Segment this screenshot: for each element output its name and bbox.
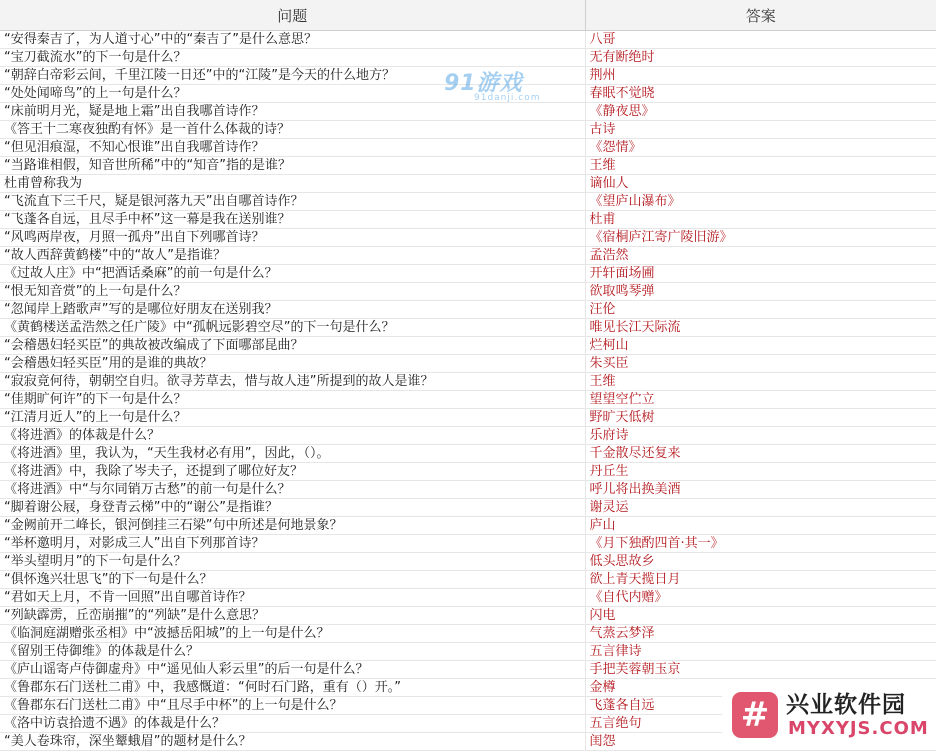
question-cell[interactable]: 《鲁郡东石门送杜二甫》中“且尽手中杯”的上一句是什么？ [0,697,585,715]
table-row [0,67,936,85]
answer-cell[interactable]: 孟浩然 [585,247,936,265]
question-cell[interactable]: “举头望明月”的下一句是什么？ [0,553,585,571]
answer-column-header[interactable]: 答案 [585,0,936,31]
header-row [0,0,936,31]
answer-cell[interactable]: 五言律诗 [585,643,936,661]
question-cell[interactable]: “佳期旷何许”的下一句是什么？ [0,391,585,409]
question-cell[interactable]: “安得秦吉了，为人道寸心”中的“秦吉了”是什么意思？ [0,31,585,49]
table-row [0,103,936,121]
table-row [0,31,936,49]
question-cell[interactable]: “风鸣两岸夜，月照一孤舟”出自下列哪首诗？ [0,229,585,247]
answer-cell[interactable]: 野旷天低树 [585,409,936,427]
table-body [0,31,936,751]
question-column-header[interactable]: 问题 [0,0,585,31]
question-cell[interactable]: “会稽愚妇轻买臣”的典故被改编成了下面哪部昆曲？ [0,337,585,355]
answer-cell[interactable]: 千金散尽还复来 [585,445,936,463]
answer-cell[interactable]: 《静夜思》 [585,103,936,121]
table-row [0,49,936,67]
answer-cell[interactable]: 无有断绝时 [585,49,936,67]
question-cell[interactable]: 《将进酒》里，我认为，“天生我材必有用”，因此，（）。 [0,445,585,463]
table-row [0,625,936,643]
brand-logo-icon: # [732,692,778,738]
question-cell[interactable]: “举杯邀明月，对影成三人”出自下列那首诗？ [0,535,585,553]
table-row [0,265,936,283]
table-row [0,139,936,157]
question-cell[interactable]: 《过故人庄》中“把酒话桑麻”的前一句是什么？ [0,265,585,283]
table-row [0,319,936,337]
answer-cell[interactable]: 烂柯山 [585,337,936,355]
table-row [0,589,936,607]
table-row [0,481,936,499]
answer-cell[interactable]: 《望庐山瀑布》 [585,193,936,211]
question-cell[interactable]: “飞蓬各自远，且尽手中杯”这一幕是我在送别谁？ [0,211,585,229]
table-row [0,661,936,679]
table-row [0,553,936,571]
table-row [0,499,936,517]
answer-cell[interactable]: 五言绝句 [585,715,936,733]
answer-cell[interactable]: 春眠不觉晓 [585,85,936,103]
table-row [0,355,936,373]
question-cell[interactable]: “但见泪痕湿，不知心恨谁”出自我哪首诗作？ [0,139,585,157]
question-cell[interactable]: 《答王十二寒夜独酌有怀》是一首什么体裁的诗？ [0,121,585,139]
answer-cell[interactable]: 八哥 [585,31,936,49]
brand-name: 兴业软件园 [786,692,906,718]
question-cell[interactable]: “当路谁相假，知音世所稀”中的“知音”指的是谁？ [0,157,585,175]
question-cell[interactable]: 《庐山谣寄卢侍御虚舟》中“遥见仙人彩云里”的后一句是什么？ [0,661,585,679]
answer-cell[interactable]: 《自代内赠》 [585,589,936,607]
answer-cell[interactable]: 低头思故乡 [585,553,936,571]
question-cell[interactable]: 杜甫曾称我为 [0,175,585,193]
table-row [0,409,936,427]
table-row [0,175,936,193]
answer-cell[interactable]: 古诗 [585,121,936,139]
answer-cell[interactable]: 《宿桐庐江寄广陵旧游》 [585,229,936,247]
table-row [0,535,936,553]
answer-cell[interactable]: 丹丘生 [585,463,936,481]
question-cell[interactable]: “宝刀截流水”的下一句是什么？ [0,49,585,67]
question-cell[interactable]: 《黄鹤楼送孟浩然之任广陵》中“孤帆远影碧空尽”的下一句是什么？ [0,319,585,337]
question-cell[interactable]: “朝辞白帝彩云间，千里江陵一日还”中的“江陵”是今天的什么地方？ [0,67,585,85]
brand-watermark [722,680,936,750]
question-cell[interactable]: “江清月近人”的上一句是什么？ [0,409,585,427]
answer-cell[interactable]: 欲上青天揽日月 [585,571,936,589]
answer-cell[interactable]: 气蒸云梦泽 [585,625,936,643]
table-row [0,463,936,481]
question-cell[interactable]: 《鲁郡东石门送杜二甫》中，我感慨道：“何时石门路，重有（）开。” [0,679,585,697]
table-row [0,157,936,175]
table-row [0,193,936,211]
answer-cell[interactable]: 朱买臣 [585,355,936,373]
question-cell[interactable]: “列缺霹雳，丘峦崩摧”的“列缺”是什么意思？ [0,607,585,625]
table-row [0,229,936,247]
table-row [0,643,936,661]
question-cell[interactable]: “俱怀逸兴壮思飞”的下一句是什么？ [0,571,585,589]
question-cell[interactable]: “飞流直下三千尺，疑是银河落九天”出自哪首诗作？ [0,193,585,211]
question-cell[interactable]: “忽闻岸上踏歌声”写的是哪位好朋友在送别我？ [0,301,585,319]
question-cell[interactable]: 《将进酒》中，我除了岑夫子，还提到了哪位好友？ [0,463,585,481]
answer-cell[interactable]: 闪电 [585,607,936,625]
table-row [0,445,936,463]
table-row [0,391,936,409]
question-cell[interactable]: “金阙前开二峰长，银河倒挂三石梁”句中所述是何地景象？ [0,517,585,535]
answer-cell[interactable]: 手把芙蓉朝玉京 [585,661,936,679]
answer-cell[interactable]: 闺怨 [585,733,936,751]
answer-cell[interactable]: 《怨情》 [585,139,936,157]
table-row [0,211,936,229]
table-row [0,373,936,391]
answer-cell[interactable]: 汪伦 [585,301,936,319]
answer-cell[interactable]: 王维 [585,157,936,175]
table-row [0,337,936,355]
table-row [0,517,936,535]
answer-cell[interactable]: 庐山 [585,517,936,535]
question-cell[interactable]: “恨无知音赏”的上一句是什么？ [0,283,585,301]
question-cell[interactable]: 《将进酒》的体裁是什么？ [0,427,585,445]
question-cell[interactable]: 《临洞庭湖赠张丞相》中“波撼岳阳城”的上一句是什么？ [0,625,585,643]
question-cell[interactable]: “寂寂竟何待，朝朝空自归。欲寻芳草去，惜与故人违”所提到的故人是谁？ [0,373,585,391]
question-cell[interactable]: 《洛中访袁拾遗不遇》的体裁是什么？ [0,715,585,733]
table-row [0,571,936,589]
answer-cell[interactable]: 杜甫 [585,211,936,229]
question-cell[interactable]: 《将进酒》中“与尔同销万古愁”的前一句是什么？ [0,481,585,499]
answer-cell[interactable]: 唯见长江天际流 [585,319,936,337]
table-row [0,607,936,625]
answer-cell[interactable]: 王维 [585,373,936,391]
table-row [0,85,936,103]
answer-cell[interactable]: 开轩面场圃 [585,265,936,283]
answer-cell[interactable]: 谪仙人 [585,175,936,193]
question-cell[interactable]: 《留别王侍御维》的体裁是什么？ [0,643,585,661]
answer-cell[interactable]: 欲取鸣琴弹 [585,283,936,301]
question-cell[interactable]: “君如天上月，不肯一回照”出自哪首诗作？ [0,589,585,607]
question-cell[interactable]: “脚着谢公屐，身登青云梯”中的“谢公”是指谁？ [0,499,585,517]
answer-cell[interactable]: 谢灵运 [585,499,936,517]
question-cell[interactable]: “处处闻啼鸟”的上一句是什么？ [0,85,585,103]
answer-cell[interactable]: 飞蓬各自远 [585,697,936,715]
table-row [0,301,936,319]
answer-cell[interactable]: 乐府诗 [585,427,936,445]
table-row [0,247,936,265]
table-row [0,121,936,139]
91-watermark-logo: 91游戏 91danji.com [444,71,541,103]
answer-cell[interactable]: 望望空伫立 [585,391,936,409]
question-cell[interactable]: “会稽愚妇轻买臣”用的是谁的典故？ [0,355,585,373]
answer-cell[interactable]: 《月下独酌四首·其一》 [585,535,936,553]
answer-cell[interactable]: 荆州 [585,67,936,85]
question-cell[interactable]: “床前明月光，疑是地上霜”出自我哪首诗作？ [0,103,585,121]
brand-url: MYXYJS.COM [788,718,929,739]
answer-cell[interactable]: 呼儿将出换美酒 [585,481,936,499]
table-row [0,427,936,445]
question-cell[interactable]: “故人西辞黄鹤楼”中的“故人”是指谁？ [0,247,585,265]
question-cell[interactable]: “美人卷珠帘，深坐颦蛾眉”的题材是什么？ [0,733,585,751]
answer-cell[interactable]: 金樽 [585,679,936,697]
table-row [0,283,936,301]
